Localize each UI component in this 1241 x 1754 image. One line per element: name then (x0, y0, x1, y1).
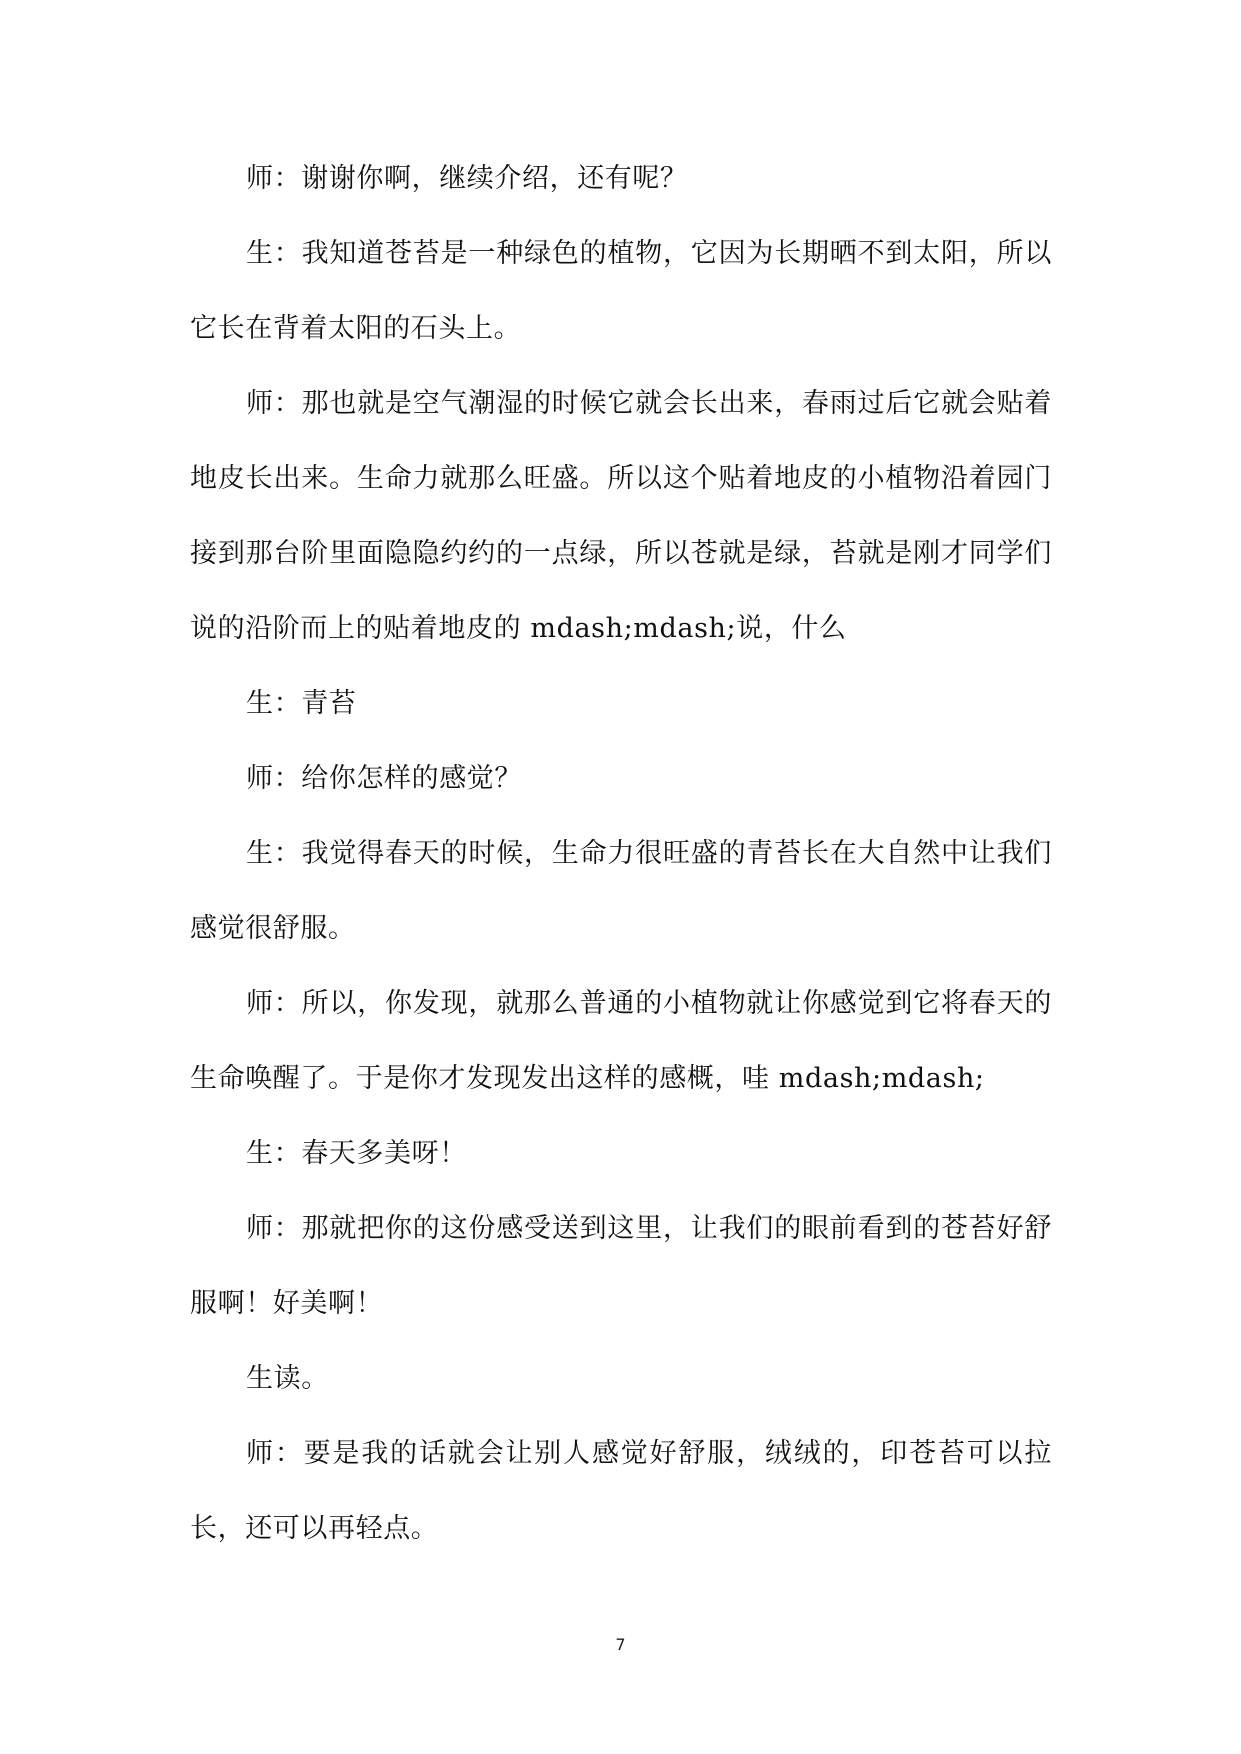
paragraph: 生：青苔 (246, 688, 357, 719)
document-body (190, 141, 1052, 1566)
paragraph: 师：给你怎样的感觉？ (246, 763, 522, 794)
paragraph: 生：我知道苍苔是一种绿色的植物，它因为长期晒不到太阳，所以它长在背着太阳的石头上。 (190, 238, 1052, 344)
paragraph: 师：那就把你的这份感受送到这里，让我们的眼前看到的苍苔好舒服啊！好美啊！ (190, 1213, 1052, 1319)
paragraph: 师：所以，你发现，就那么普通的小植物就让你感觉到它将春天的生命唤醒了。于是你才发现发出这样的感概，哇 mdash;mdash; (190, 988, 1052, 1094)
paragraph: 生读。 (246, 1363, 329, 1394)
paragraph: 生：春天多美呀！ (246, 1138, 467, 1169)
paragraph: 生：我觉得春天的时候，生命力很旺盛的青苔长在大自然中让我们感觉很舒服。 (190, 838, 1052, 944)
paragraph: 师：那也就是空气潮湿的时候它就会长出来，春雨过后它就会贴着地皮长出来。生命力就那么旺盛。所以这个贴着地皮的小植物沿着园门接到那台阶里面隐隐约约的一点绿，所以苍就是绿，苔就是刚才同学们说的沿阶而上的贴着地皮的 mdash;mdash;说，什么 (190, 388, 1052, 644)
paragraph: 师：谢谢你啊，继续介绍，还有呢？ (246, 163, 688, 194)
page-number: 7 (615, 1635, 626, 1654)
paragraph: 师：要是我的话就会让别人感觉好舒服，绒绒的，印苍苔可以拉长，还可以再轻点。 (190, 1438, 1052, 1544)
